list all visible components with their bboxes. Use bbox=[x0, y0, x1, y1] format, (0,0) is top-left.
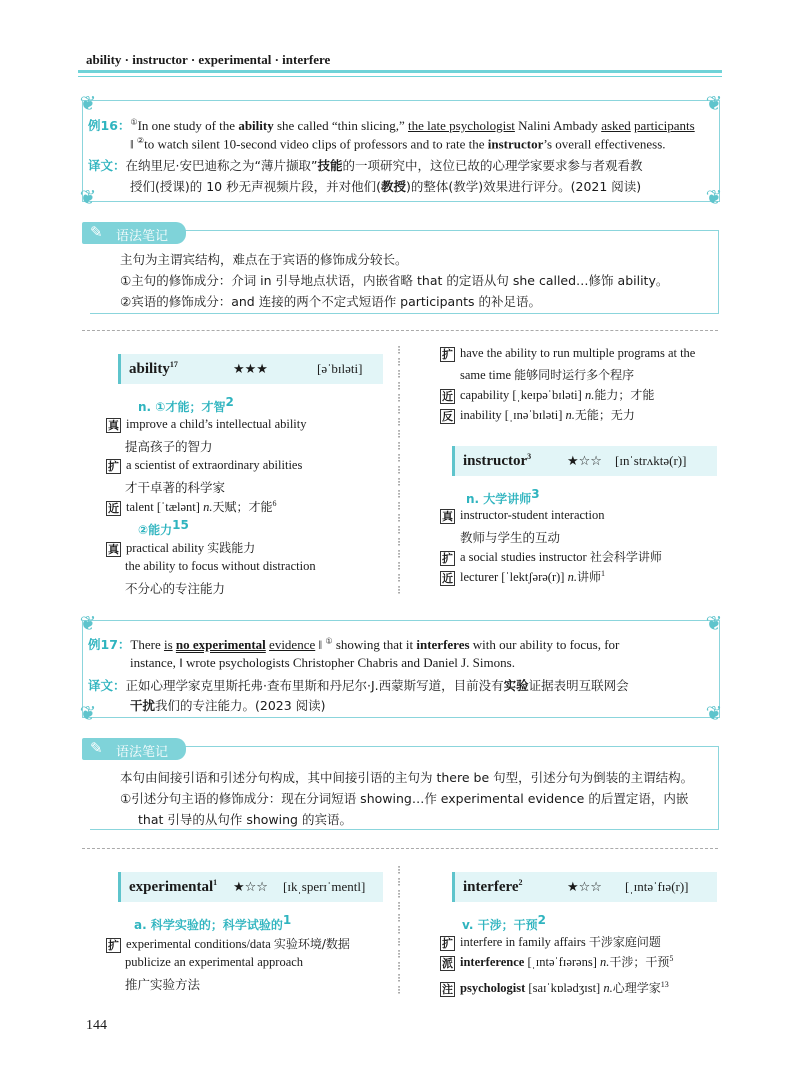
ornament-icon: ❦ bbox=[705, 613, 723, 635]
grammar-note-2-tab: ✎ 语法笔记 bbox=[82, 738, 186, 760]
frequency-stars: ★☆☆ bbox=[233, 880, 268, 895]
grammar-note-2-line2: ①引述分句主语的修饰成分：现在分词短语 showing…作 experimental evidence 的后置定语，内嵌 bbox=[120, 791, 689, 806]
phonetic: [ɪnˈstrʌktə(r)] bbox=[615, 453, 687, 468]
entry-head-instructor bbox=[452, 446, 717, 476]
interfere-sense: v. 干涉；干预$^2$ bbox=[462, 913, 546, 933]
ability-real-2: 真 practical ability 实践能力 bbox=[108, 541, 256, 556]
interfere-derivative: 派 interference [ˌɪntəˈfɪərəns] n.干涉；干预$^5$ bbox=[442, 953, 674, 970]
ornament-icon: ❦ bbox=[79, 187, 97, 209]
ability-antonym: 反 inability [ˌɪnəˈbɪləti] n.无能；无力 bbox=[442, 408, 635, 423]
experimental-sense: a. 科学实验的；科学试验的$^1$ bbox=[134, 913, 292, 933]
instructor-real: 真 instructor-student interaction bbox=[442, 508, 605, 523]
phonetic: [əˈbɪləti] bbox=[317, 361, 363, 376]
phonetic: [ˌɪntəˈfɪə(r)] bbox=[625, 879, 689, 894]
example-16-cn-line2: 授们(授课)的 10 秒无声视频片段，并对他们(教授)的整体(教学)效果进行评分。(2021 阅读) bbox=[130, 179, 642, 194]
ability-syn-2: 近 capability [ˌkeɪpəˈbɪləti] n.能力；才能 bbox=[442, 388, 655, 403]
ability-ext-1-cn: 才干卓著的科学家 bbox=[125, 480, 226, 495]
header-rule-thin bbox=[78, 76, 722, 77]
headword-experimental: experimental$^1$ bbox=[129, 878, 218, 895]
example-16-en-line1: 例16：①In one study of the ability she called “thin slicing,” the late psychologist Nalini Ambady asked participants bbox=[88, 117, 695, 133]
page-number: 144 bbox=[86, 1018, 107, 1033]
frequency-stars: ★☆☆ bbox=[567, 880, 602, 895]
grammar-note-1-line1: 主句为主谓宾结构，难点在于宾语的修饰成分较长。 bbox=[120, 252, 408, 267]
instructor-ext: 扩 a social studies instructor 社会科学讲师 bbox=[442, 550, 662, 565]
section-separator bbox=[82, 848, 718, 849]
headword-interfere: interfere$^2$ bbox=[463, 878, 523, 895]
example-16-en-line2: ‖ ②to watch silent 10-second video clips of professors and to rate the instructor’s overall effectiveness. bbox=[130, 136, 666, 152]
grammar-note-1-line3: ②宾语的修饰成分：and 连接的两个不定式短语作 participants 的补足语。 bbox=[120, 294, 542, 309]
ornament-icon: ❦ bbox=[79, 93, 97, 115]
pen-icon: ✎ bbox=[90, 739, 103, 757]
instructor-real-cn: 教师与学生的互动 bbox=[460, 530, 561, 545]
ornament-icon: ❦ bbox=[705, 703, 723, 725]
example-17-cn-line2: 干扰我们的专注能力。(2023 阅读) bbox=[130, 698, 326, 713]
column-divider: ⁝ ⁝ ⁝ ⁝ ⁝ ⁝ ⁝ ⁝ ⁝ ⁝ ⁝ ⁝ ⁝ ⁝ ⁝ ⁝ ⁝ ⁝ ⁝ ⁝ ⁝ bbox=[397, 343, 401, 597]
ability-real-3-cn: 不分心的专注能力 bbox=[125, 581, 226, 596]
entry-head-experimental bbox=[118, 872, 383, 902]
grammar-note-2-line3: that 引导的从句作 showing 的宾语。 bbox=[138, 812, 352, 827]
experimental-ext-1: 扩 experimental conditions/data 实验环境/数据 bbox=[108, 937, 350, 952]
experimental-ext-2-cn: 推广实验方法 bbox=[125, 977, 201, 992]
ability-real-1-cn: 提高孩子的智力 bbox=[125, 439, 213, 454]
column-divider: ⁝ ⁝ ⁝ ⁝ ⁝ ⁝ ⁝ ⁝ ⁝ ⁝ ⁝ bbox=[397, 863, 401, 997]
instructor-sense: n. 大学讲师$^3$ bbox=[466, 487, 540, 507]
headword-instructor: instructor$^3$ bbox=[463, 452, 532, 469]
phonetic: [ɪkˌsperɪˈmentl] bbox=[283, 879, 366, 894]
ornament-icon: ❦ bbox=[705, 187, 723, 209]
entry-head-ability bbox=[118, 354, 383, 384]
grammar-note-1-tab: ✎ 语法笔记 bbox=[82, 222, 186, 244]
ornament-icon: ❦ bbox=[79, 613, 97, 635]
ability-real-3: the ability to focus without distraction bbox=[125, 559, 316, 573]
running-header: ability · instructor · experimental · interfere bbox=[86, 52, 331, 67]
ability-ext-2: 扩 have the ability to run multiple programs at the bbox=[442, 346, 696, 361]
headword-ability: ability$^{17}$ bbox=[129, 360, 178, 377]
frequency-stars: ★★★ bbox=[233, 362, 268, 377]
frequency-stars: ★☆☆ bbox=[567, 454, 602, 469]
ability-real-1: 真 improve a child’s intellectual ability bbox=[108, 417, 307, 432]
interfere-note: 注 psychologist [saɪˈkɒlədʒɪst] n.心理学家$^{13}$ bbox=[442, 979, 669, 996]
entry-head-interfere bbox=[452, 872, 717, 902]
instructor-syn: 近 lecturer [ˈlektʃərə(r)] n.讲师$^1$ bbox=[442, 568, 605, 585]
ability-sense-2: ②能力$^{15}$ bbox=[138, 518, 189, 538]
example-17-en-line2: instance, ‖ wrote psychologists Christopher Chabris and Daniel J. Simons. bbox=[130, 655, 515, 670]
section-separator bbox=[82, 330, 718, 331]
example-17-cn-line1: 译文：正如心理学家克里斯托弗·查布里斯和丹尼尔·J.西蒙斯写道，目前没有实验证据表明互联网会 bbox=[88, 678, 629, 693]
experimental-ext-2: publicize an experimental approach bbox=[125, 955, 304, 969]
ability-sense-1: n. ①才能；才智$^2$ bbox=[138, 395, 234, 415]
ability-ext-1: 扩 a scientist of extraordinary abilities bbox=[108, 458, 303, 473]
example-16-cn-line1: 译文：在纳里尼·安巴迪称之为“薄片撷取”技能的一项研究中，这位已故的心理学家要求参与者观看教 bbox=[88, 158, 643, 173]
example-17-en-line1: 例17：There is no experimental evidence ‖ ① showing that it interferes with our ability to focus, for bbox=[88, 636, 620, 652]
pen-icon: ✎ bbox=[90, 223, 103, 241]
header-rule bbox=[78, 70, 722, 73]
grammar-note-2-line1: 本句由间接引语和引述分句构成，其中间接引语的主句为 there be 句型，引述分句为倒装的主谓结构。 bbox=[120, 770, 694, 785]
ornament-icon: ❦ bbox=[705, 93, 723, 115]
interfere-ext: 扩 interfere in family affairs 干涉家庭问题 bbox=[442, 935, 661, 950]
ornament-icon: ❦ bbox=[79, 703, 97, 725]
ability-syn-1: 近 talent [ˈtælənt] n.天赋；才能$^6$ bbox=[108, 498, 277, 515]
grammar-note-1-line2: ①主句的修饰成分：介词 in 引导地点状语，内嵌省略 that 的定语从句 she called…修饰 ability。 bbox=[120, 273, 669, 288]
ability-ext-2-line2: same time 能够同时运行多个程序 bbox=[460, 368, 635, 382]
